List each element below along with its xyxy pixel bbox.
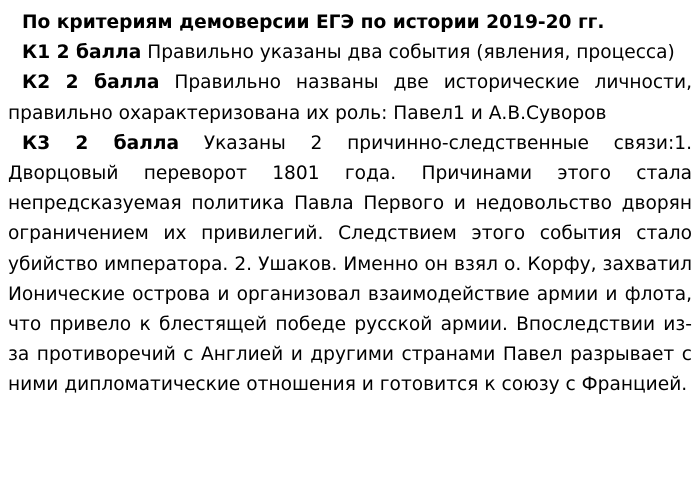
document (8, 8, 692, 401)
criterion-k3 (8, 129, 692, 401)
criterion-k2-text: Правильно названы две исторические личности, правильно охарактеризована их роль: Павел1 и А.В.Суворов (8, 72, 692, 124)
criterion-k1-label: К1 2 балла (22, 42, 142, 64)
criterion-k2 (8, 68, 692, 128)
criterion-k1 (8, 38, 692, 68)
criterion-k3-label: К3 2 балла (22, 132, 179, 154)
document-title: По критериям демоверсии ЕГЭ по истории 2019-20 гг. (22, 12, 605, 33)
criterion-k2-label: К2 2 балла (22, 72, 160, 94)
criterion-k1-text: Правильно указаны два события (явления, процесса) (147, 42, 675, 64)
criterion-k3-text: Указаны 2 причинно-следственные связи:1. Дворцовый переворот 1801 года. Причинами этого стала непредсказуемая политика Павла Первого и недовольство дворян ограничением их привилегий. Следствием этого события стало убийство императора. 2. Ушаков. Именно он взял о. Корфу, захватил Ионические острова и организовал взаимодействие армии и флота, что привело к блестящей победе русской армии. Впоследствии из-за противоречий с Англией и другими странами Павел разрывает с ними дипломатические отношения и готовится к союзу с Францией. (8, 132, 693, 396)
